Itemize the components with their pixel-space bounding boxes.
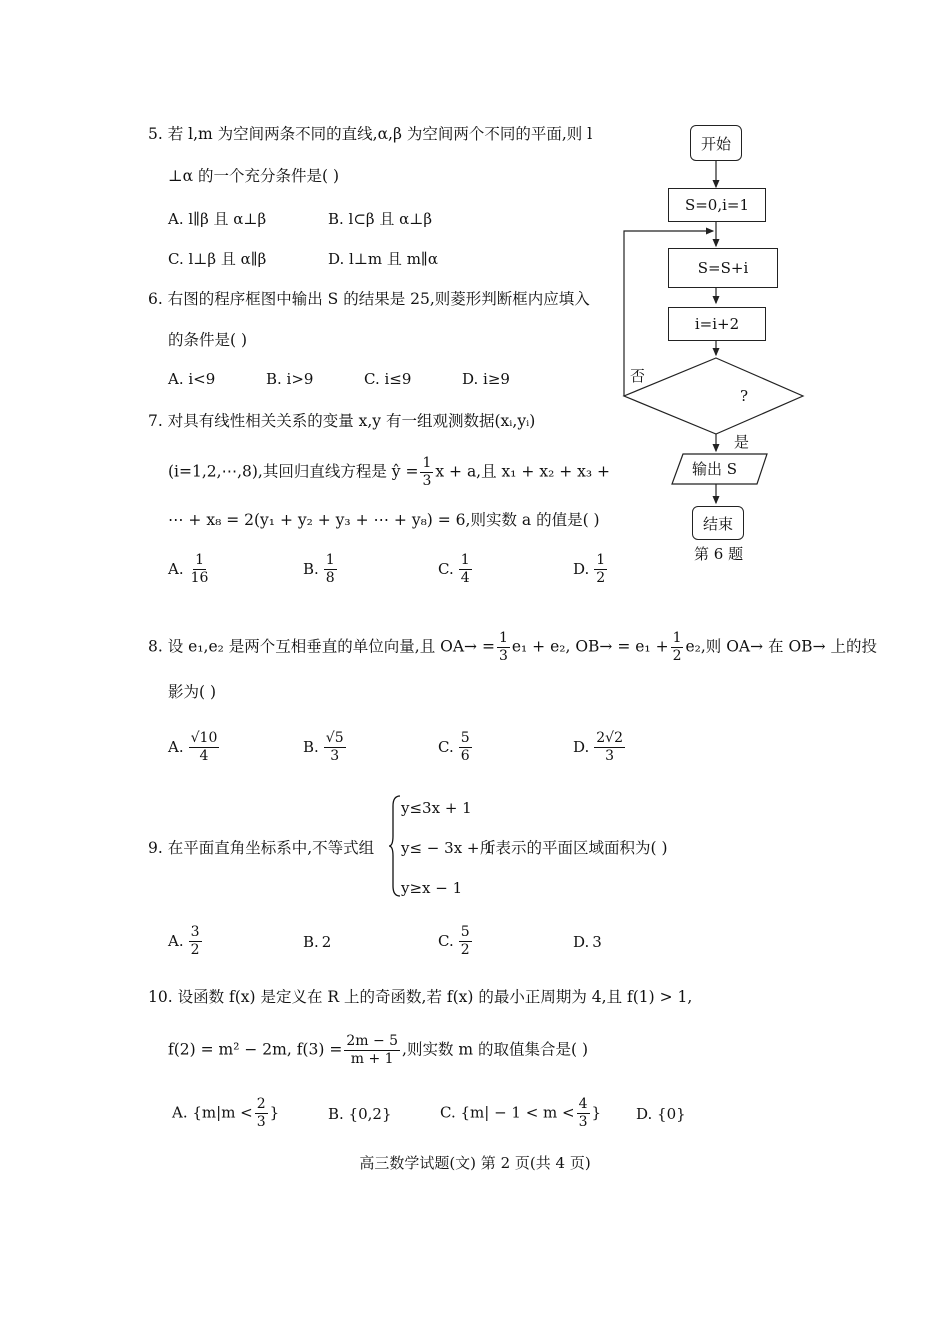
q8-fraction-1-denominator: 3 [498,648,508,664]
q8-option-c-numerator: 5 [460,730,470,746]
q7-option-b-numerator: 1 [325,552,335,568]
q9-stem-a: 9. 在平面直角坐标系中,不等式组 [148,839,375,857]
q8-option-d [573,730,627,765]
flowchart-condition-text: ? [740,387,749,405]
q6-stem-line1: 6. 右图的程序框图中输出 S 的结果是 25,则菱形判断框内应填入 [148,290,590,308]
q10-option-a [172,1096,279,1131]
q9-option-d-value: 3 [592,933,602,951]
q9-inequality-2: y≤ − 3x + 1 [401,839,494,857]
q7-option-a-denominator: 16 [190,570,209,586]
flowchart-start: 开始 [690,125,742,161]
q8-stem-a: 8. 设 e₁,e₂ 是两个互相垂直的单位向量,且 OA→ = [148,637,495,656]
q9-option-d [573,933,602,951]
q10-option-d: D. {0} [636,1105,686,1123]
page-footer: 高三数学试题(文) 第 2 页(共 4 页) [359,1154,591,1172]
q10-f3-fraction [344,1033,400,1068]
q7-option-c-numerator: 1 [460,552,470,568]
q5-option-d: D. l⊥m 且 m∥α [328,250,438,268]
q10-option-a-text: A. {m|m < [172,1103,253,1122]
q10-option-a-numerator: 2 [256,1096,266,1112]
q7-option-a [168,552,212,587]
q9-option-a-denominator: 2 [190,942,200,958]
q8-option-b-numerator: √5 [325,730,344,746]
q8-option-c-label: C. [438,737,454,756]
q8-fraction-2-denominator: 2 [672,648,682,664]
q8-option-b-label: B. [303,737,319,756]
q9-option-b [303,933,331,951]
q7-option-a-numerator: 1 [195,552,204,568]
q8-option-d-label: D. [573,737,590,756]
q10-f3-numerator: 2m − 5 [346,1033,399,1049]
q9-option-c-label: C. [438,931,454,950]
q9-stem-b: 所表示的平面区域面积为( ) [480,839,668,857]
q10-option-b: B. {0,2} [328,1105,392,1123]
q8-fraction-1 [497,630,510,665]
flowchart-end: 结束 [692,506,744,540]
q8-option-a-numerator: √10 [190,730,218,746]
q5-option-a: A. l∥β 且 α⊥β [168,210,267,228]
q7-slope-numerator: 1 [422,455,432,471]
q8-fraction-2-numerator: 1 [672,630,682,646]
q7-option-d-denominator: 2 [596,570,606,586]
q8-option-c [438,730,474,765]
q10-stem-line2 [168,1033,588,1068]
q6-option-b: B. i>9 [266,370,314,388]
q7-option-c [438,552,474,587]
q7-option-d-label: D. [573,559,590,578]
flowchart-step-increment: i=i+2 [668,307,766,341]
q10-stem-line2-a: f(2) = m² − 2m, f(3) = [168,1040,343,1059]
q7-option-a-label: A. [168,559,184,578]
q9-option-c [438,924,474,959]
q8-option-a [168,730,221,765]
flowchart-init: S=0,i=1 [668,188,766,222]
q7-slope-fraction [420,455,433,490]
q10-stem-line2-b: ,则实数 m 的取值集合是( ) [402,1040,589,1059]
q5-stem-line2: ⊥α 的一个充分条件是( ) [168,167,339,185]
q6-stem-line2: 的条件是( ) [168,331,248,349]
q9-option-a [168,924,204,959]
flowchart-no-label: 否 [630,367,646,385]
q7-stem-line1: 7. 对具有线性相关关系的变量 x,y 有一组观测数据(xᵢ,yᵢ) [148,412,536,430]
q8-stem-c: e₂,则 OA→ 在 OB→ 上的投 [685,637,877,656]
q10-option-c-numerator: 4 [578,1096,588,1112]
flowchart-step-sum: S=S+i [668,248,778,288]
q7-slope-denominator: 3 [422,473,432,489]
q10-f3-denominator: m + 1 [350,1051,394,1067]
q10-option-c [440,1096,601,1131]
q6-option-a: A. i<9 [168,370,216,388]
q5-option-c: C. l⊥β 且 α∥β [168,250,267,268]
q10-option-c-denominator: 3 [578,1114,588,1130]
q8-fraction-2 [671,630,684,665]
q7-stem-line2-a: (i=1,2,⋯,8),其回归直线方程是 ŷ = [168,462,419,481]
q9-option-b-label: B. [303,933,319,951]
q10-option-c-text: C. {m| − 1 < m < [440,1103,575,1122]
q8-option-a-label: A. [168,737,184,756]
q8-option-d-numerator: 2√2 [596,730,624,746]
q7-option-b-denominator: 8 [325,570,335,586]
q7-option-d-numerator: 1 [596,552,606,568]
q9-option-d-label: D. [573,933,590,951]
q7-stem-line3: ⋯ + x₈ = 2(y₁ + y₂ + y₃ + ⋯ + y₈) = 6,则实数 a 的值是( ) [168,511,600,529]
q10-stem-line1: 10. 设函数 f(x) 是定义在 R 上的奇函数,若 f(x) 的最小正周期为 4,且 f(1) > 1, [148,988,693,1006]
q8-option-a-denominator: 4 [199,748,209,764]
q8-stem-line1 [148,630,877,665]
flowchart-caption: 第 6 题 [694,545,744,563]
q7-option-c-label: C. [438,559,454,578]
q10-option-a-close: } [269,1103,280,1122]
q7-option-b-label: B. [303,559,319,578]
q8-stem-b: e₁ + e₂, OB→ = e₁ + [511,637,669,656]
q9-option-a-numerator: 3 [190,924,200,940]
q7-option-d [573,552,609,587]
q9-inequality-1: y≤3x + 1 [401,799,472,817]
q5-stem-line1: 5. 若 l,m 为空间两条不同的直线,α,β 为空间两个不同的平面,则 l [148,125,593,143]
q5-option-b: B. l⊂β 且 α⊥β [328,210,433,228]
q9-option-c-numerator: 5 [460,924,470,940]
q10-option-c-close: } [591,1103,602,1122]
q8-stem-line2: 影为( ) [168,683,217,701]
q7-option-b [303,552,339,587]
q7-option-c-denominator: 4 [460,570,470,586]
q8-option-b-denominator: 3 [330,748,340,764]
flowchart-output-text: 输出 S [692,460,738,478]
q6-option-c: C. i≤9 [364,370,412,388]
q9-option-b-value: 2 [321,933,332,951]
q9-option-a-label: A. [168,931,184,950]
flowchart-yes-label: 是 [734,433,750,451]
q9-system-brace [388,794,402,898]
q6-option-d: D. i≥9 [462,370,510,388]
q8-option-b [303,730,348,765]
condition-diamond [624,358,803,434]
q10-option-a-denominator: 3 [256,1114,266,1130]
q8-option-c-denominator: 6 [460,748,470,764]
q7-stem-line2 [168,455,610,490]
q9-option-c-denominator: 2 [460,942,470,958]
q8-fraction-1-numerator: 1 [498,630,508,646]
q8-option-d-denominator: 3 [605,748,615,764]
q9-inequality-3: y≥x − 1 [401,879,463,897]
q7-stem-line2-b: x + a,且 x₁ + x₂ + x₃ + [435,462,610,481]
